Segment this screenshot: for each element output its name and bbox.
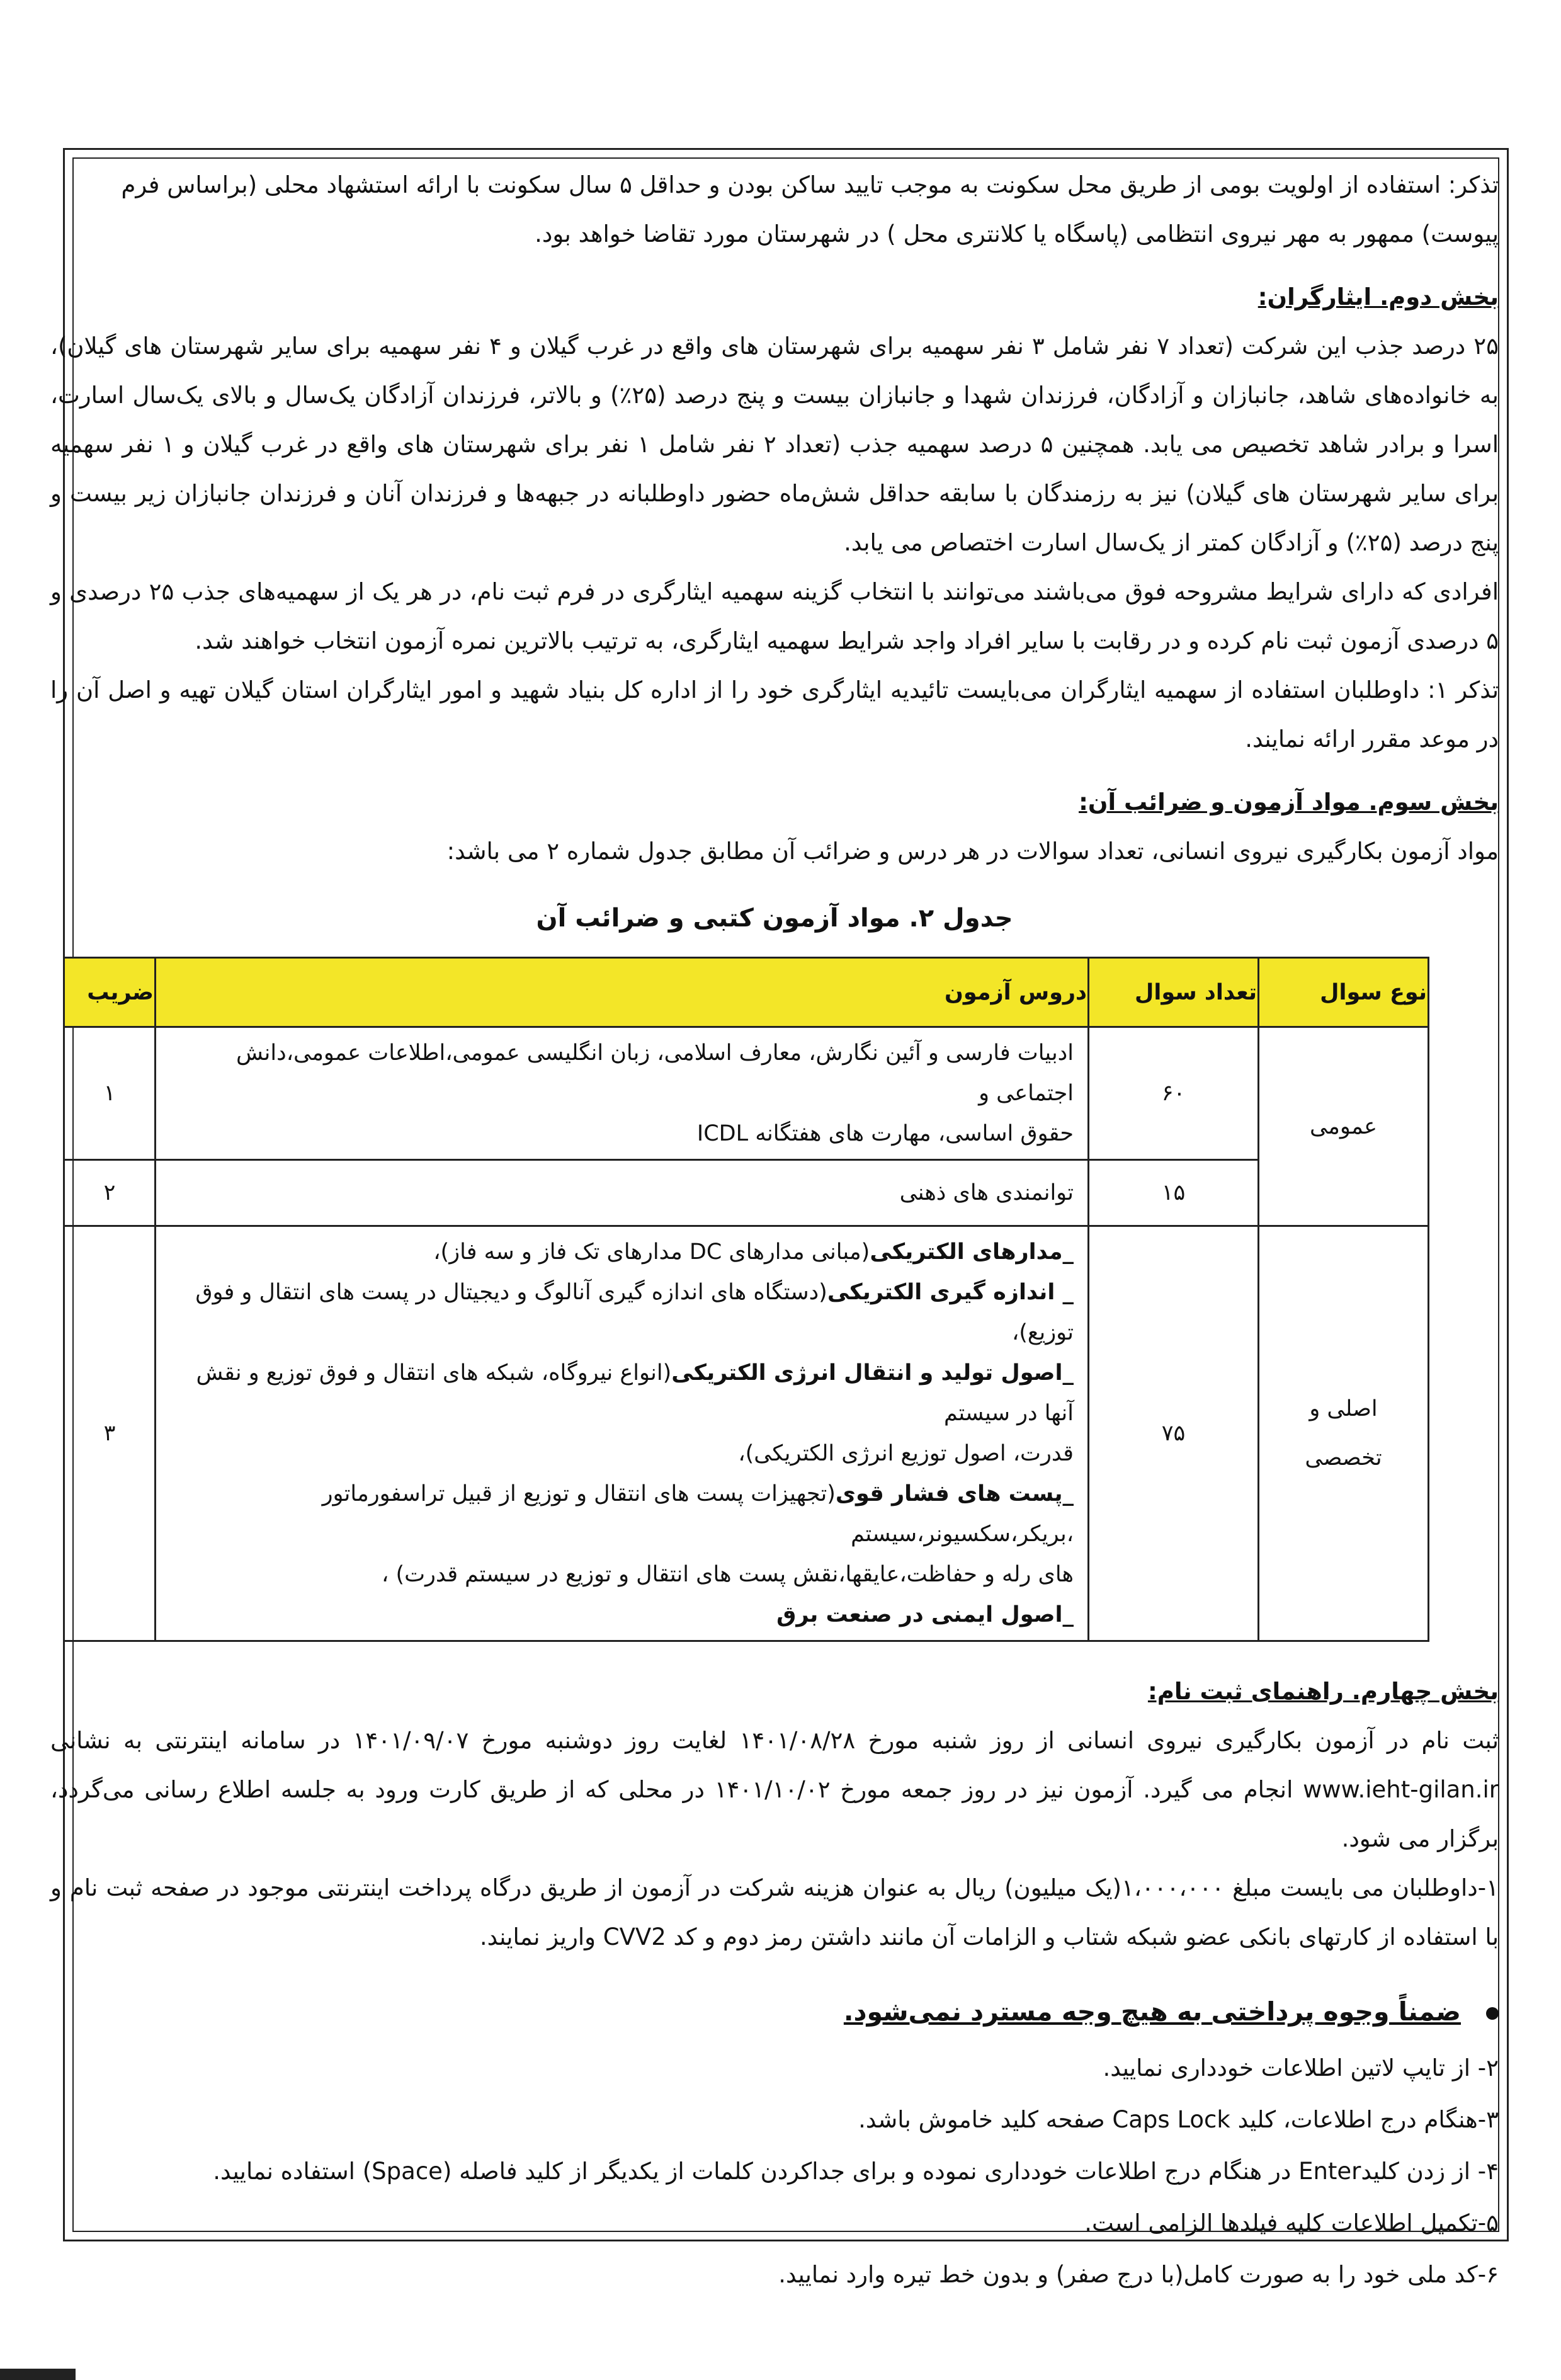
cell-subjects	[156, 1226, 1089, 1641]
footer-logo	[0, 2369, 76, 2380]
subjects-line	[170, 1272, 1074, 1353]
cell-subjects	[156, 1027, 1089, 1160]
subjects-line	[170, 1353, 1074, 1433]
instruction-list	[50, 2042, 1499, 2301]
section3-title: بخش سوم. مواد آزمون و ضرائب آن:	[1079, 789, 1499, 816]
list-item: ۶-کد ملی خود را به صورت کامل(با درج صفر) و بدون خط تیره وارد نمایید.	[778, 2261, 1499, 2288]
section4-title: بخش چهارم. راهنمای ثبت نام:	[1147, 1678, 1499, 1705]
cell-count: ۷۵	[1089, 1226, 1259, 1641]
section2-paragraph2: افرادی که دارای شرایط مشروحه فوق می‌باشند می‌توانند با انتخاب گزینه سهمیه ایثارگری در فرم ثبت نام، در هر یک از سهمیه‌های جذب ۲۵ درصدی و ۵ درصدی آزمون ثبت نام کرده و در رقابت با سایر افراد واجد شرایط سهمیه ایثارگری، به ترتیب بالاترین نمره آزمون انتخاب خواهند شد.	[50, 578, 1499, 654]
header-count: تعداد سوال	[1089, 958, 1259, 1027]
cell-coef: ۱	[64, 1027, 156, 1160]
bullet-icon	[1486, 2007, 1499, 2020]
list-item: ۵-تکمیل اطلاعات کلیه فیلدها الزامی است.	[1084, 2209, 1499, 2236]
list-item: ۴- از زدن کلیدEnter در هنگام درج اطلاعات خودداری نموده و برای جداکردن کلمات از یکدیگر از کلید فاصله (Space) استفاده نمایید.	[213, 2158, 1499, 2185]
table-row	[64, 1027, 1429, 1160]
cell-subjects: توانمندی های ذهنی	[156, 1160, 1089, 1226]
list-item: ۲- از تایپ لاتین اطلاعات خودداری نمایید.	[1103, 2054, 1499, 2081]
header-subjects: دروس آزمون	[156, 958, 1089, 1027]
no-refund-notice	[50, 1987, 1499, 2036]
note-top-line1: تذکر: استفاده از اولویت بومی از طریق محل سکونت به موجب تایید ساکن بودن و حداقل ۵ سال سکونت با ارائه استشهاد محلی (براساس فرم	[121, 171, 1499, 198]
section3-intro: مواد آزمون بکارگیری نیروی انسانی، تعداد سوالات در هر درس و ضرائب آن مطابق جدول شماره ۲ می باشد:	[446, 838, 1499, 865]
cell-coef: ۳	[64, 1226, 156, 1641]
subject-detail: (انواع نیروگاه، شبکه های انتقال و فوق توزیع و نقش آنها در سیستم	[196, 1360, 1074, 1426]
cell-type-specialized	[1259, 1226, 1429, 1641]
section4-paragraph1: ثبت نام در آزمون بکارگیری نیروی انسانی از روز شنبه مورخ ۱۴۰۱/۰۸/۲۸ لغایت روز دوشنبه مورخ ۱۴۰۱/۰۹/۰۷ در سامانه اینترنتی به نشانی www.ieht-gilan.ir انجام می گیرد. آزمون نیز در روز جمعه مورخ ۱۴۰۱/۱۰/۰۲ در محلی که از طریق کارت ورود به جلسه اطلاع رسانی می‌گردد، برگزار می شود.	[50, 1727, 1499, 1852]
table-row	[64, 1226, 1429, 1641]
header-type: نوع سوال	[1259, 958, 1429, 1027]
subject-detail: (مبانی مدارهای DC مدارهای تک فاز و سه فاز)،	[433, 1239, 870, 1265]
subjects-line	[170, 1232, 1074, 1272]
subject-heading: _ اندازه گیری الکتریکی	[827, 1280, 1074, 1305]
note-top-line2: پیوست) ممهور به مهر نیروی انتظامی (پاسگاه یا کلانتری محل ) در شهرستان مورد تقاضا خواهد بود.	[535, 220, 1499, 248]
type-line: تخصصی	[1305, 1445, 1382, 1471]
subject-heading: _مدارهای الکتریکی	[870, 1239, 1074, 1265]
cell-count: ۶۰	[1089, 1027, 1259, 1160]
section2-paragraph1: ۲۵ درصد جذب این شرکت (تعداد ۷ نفر شامل ۳ نفر سهمیه برای شهرستان های واقع در غرب گیلان و ۴ نفر سهمیه برای سایر شهرستان های گیلان)، به خانواده‌های شاهد، جانبازان و آزادگان، فرزندان شهدا و جانبازان بیست و پنج درصد (۲۵٪) و بالاتر، فرزندان آزادگان یک‌سال و بالای یک‌سال اسارت، اسرا و برادر شاهد تخصیص می یابد. همچنین ۵ درصد سهمیه جذب (تعداد ۲ نفر شامل ۱ نفر برای شهرستان های واقع در غرب گیلان و ۱ نفر سهمیه برای سایر شهرستان های گیلان) نیز به رزمندگان با سابقه حداقل شش‌ماه حضور داوطلبانه در جبهه‌ها و فرزندان آنان و فرزندان جانبازان زیر بیست و پنج درصد (۲۵٪) و آزادگان کمتر از یک‌سال اسارت اختصاص می یابد.	[50, 333, 1499, 556]
subjects-line	[170, 1474, 1074, 1554]
subjects-line: _اصول ایمنی در صنعت برق	[776, 1602, 1074, 1627]
cell-coef: ۲	[64, 1160, 156, 1226]
header-coef: ضریب	[64, 958, 156, 1027]
cell-type-general: عمومی	[1259, 1027, 1429, 1226]
type-line: اصلی و	[1309, 1396, 1378, 1421]
cell-count: ۱۵	[1089, 1160, 1259, 1226]
exam-subjects-table	[63, 957, 1429, 1642]
subject-heading: _اصول تولید و انتقال انرژی الکتریکی	[671, 1360, 1074, 1386]
subjects-line: ادبیات فارسی و آئین نگارش، معارف اسلامی، زبان انگلیسی عمومی،اطلاعات عمومی،دانش اجتماعی و	[236, 1040, 1074, 1106]
subject-detail: (دستگاه های اندازه گیری آنالوگ و دیجیتال در پست های انتقال و فوق توزیع)،	[195, 1280, 1074, 1345]
subjects-line: قدرت، اصول توزیع انرژی الکتریکی)،	[738, 1441, 1074, 1466]
document-body	[50, 161, 1499, 2301]
subjects-line: حقوق اساسی، مهارت های هفتگانه ICDL	[696, 1121, 1074, 1146]
no-refund-text: ضمناً وجوه پرداختی به هیچ وجه مسترد نمی‌شود.	[843, 1996, 1461, 2027]
table-header-row	[64, 958, 1429, 1027]
section2-paragraph3: تذکر ۱: داوطلبان استفاده از سهمیه ایثارگران می‌بایست تائیدیه ایثارگری خود را از اداره کل بنیاد شهید و امور ایثارگران استان گیلان تهیه و اصل آن را در موعد مقرر ارائه نمایند.	[50, 676, 1499, 753]
subjects-line: های رله و حفاظت،عایقها،نقش پست های انتقال و توزیع در سیستم قدرت) ،	[382, 1562, 1074, 1587]
section2-title: بخش دوم. ایثارگران:	[1257, 283, 1499, 310]
subject-detail: (تجهیزات پست های انتقال و توزیع از قبیل تراسفورماتور ،بریکر،سکسیونر،سیستم	[322, 1481, 1074, 1547]
table-row	[64, 1160, 1429, 1226]
table-title: جدول ۲. مواد آزمون کتبی و ضرائب آن	[536, 904, 1013, 933]
subject-heading: _پست های فشار قوی	[835, 1481, 1074, 1506]
section4-paragraph2: ۱-داوطلبان می بایست مبلغ ۱،۰۰۰،۰۰۰(یک میلیون) ریال به عنوان هزینه شرکت در آزمون از طریق درگاه پرداخت اینترنتی موجود در صفحه ثبت نام و با استفاده از کارتهای بانکی عضو شبکه شتاب و الزامات آن مانند داشتن رمز دوم و کد CVV2 واریز نمایند.	[50, 1874, 1499, 1950]
list-item: ۳-هنگام درج اطلاعات، کلید Caps Lock صفحه کلید خاموش باشد.	[858, 2106, 1499, 2133]
